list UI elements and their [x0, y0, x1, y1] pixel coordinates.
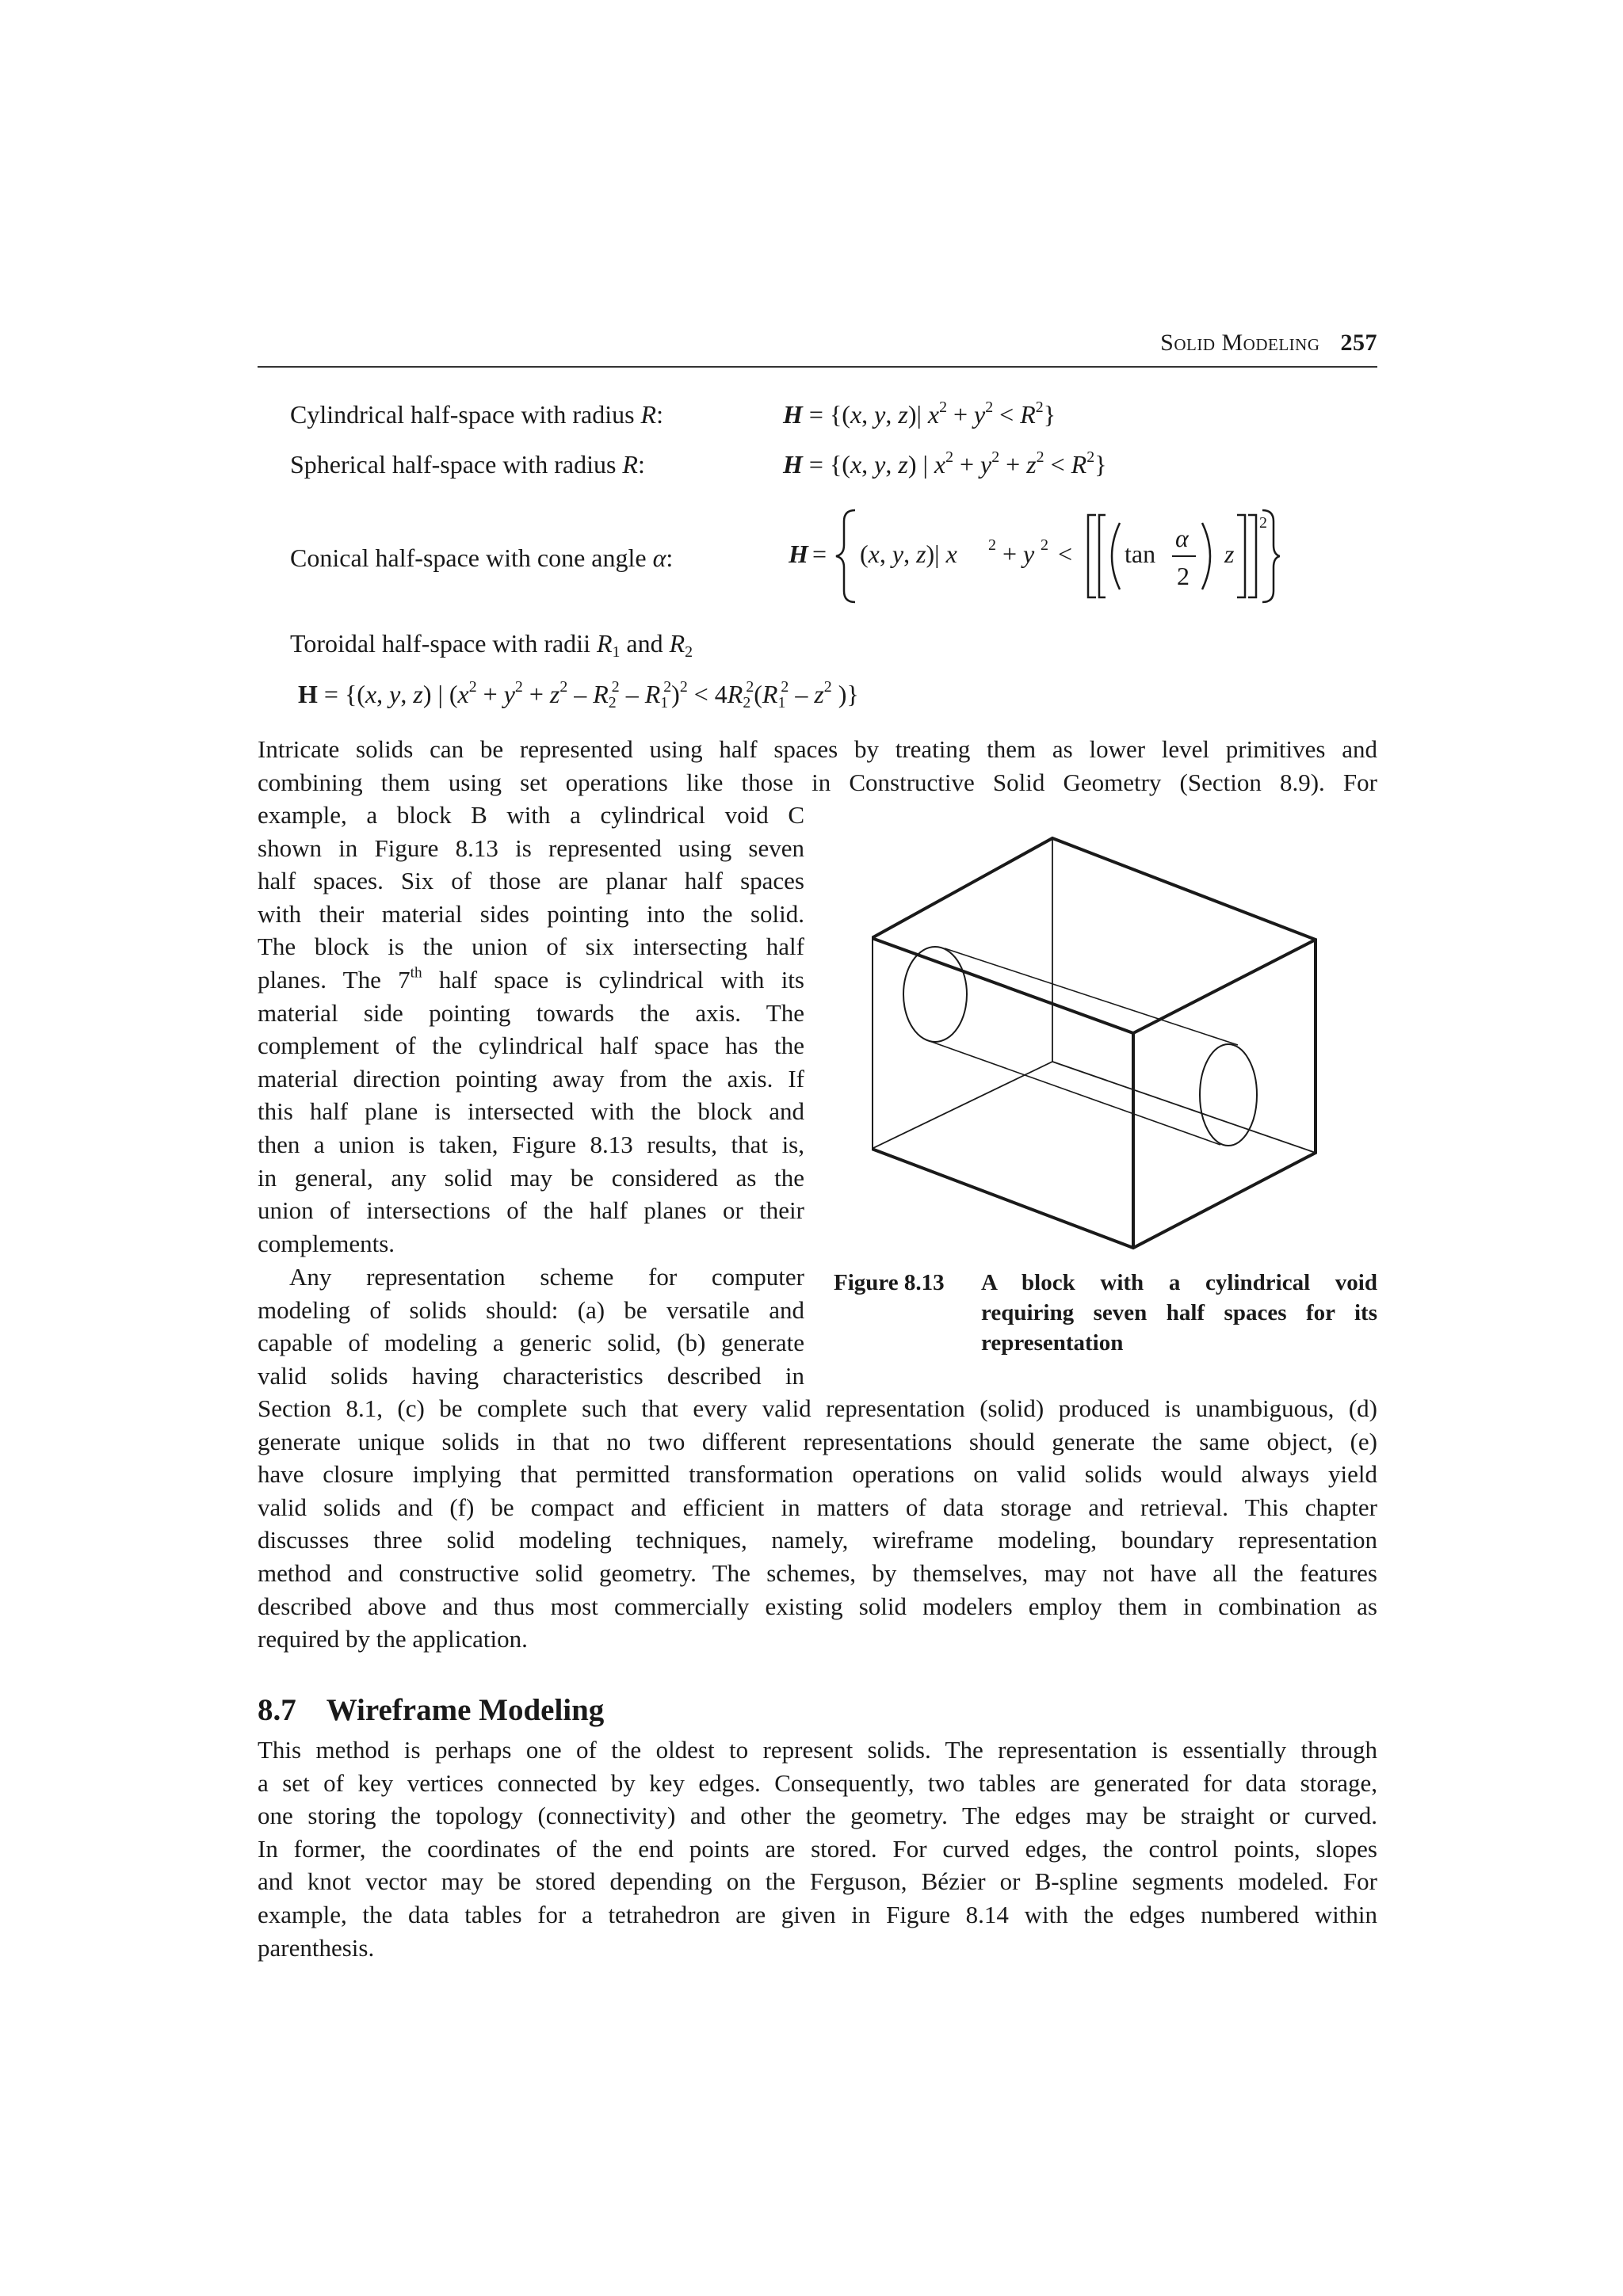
paragraph-2-narrow	[258, 1261, 804, 1392]
text-segment: planes. The 7	[258, 965, 411, 994]
text-segment: half space is cylindrical with its	[422, 965, 804, 994]
text-line: combining them using set operations like those in Constructive Solid Geometry (Section 8.9). For	[258, 768, 1377, 796]
text-line: Section 8.1, (c) be complete such that every valid representation (solid) produced is unambiguous, (d)	[258, 1394, 1377, 1422]
text-line: union of intersections of the half planes or their	[258, 1196, 804, 1225]
section-title: Wireframe Modeling	[326, 1693, 605, 1727]
text-line: valid solids having characteristics described in	[258, 1361, 804, 1390]
header-rule	[258, 366, 1377, 368]
conical-label: Conical half-space with cone angle α:	[290, 543, 674, 572]
text-line: then a union is taken, Figure 8.13 results, that is,	[258, 1130, 804, 1158]
conical-equation	[789, 504, 1280, 607]
figure-block-cylindrical-void	[872, 824, 1331, 1252]
text-line-with-superscript	[258, 963, 804, 997]
text-line: parenthesis.	[258, 1933, 375, 1962]
figure-number: Figure 8.13	[834, 1270, 945, 1295]
text-line	[258, 1261, 804, 1294]
paragraph-1-narrow	[258, 799, 804, 1260]
figure-caption-text	[981, 1268, 1377, 1358]
cylinder-front-end	[1200, 1044, 1257, 1146]
svg-text:(x, y, z)| x: (x, y, z)| x	[860, 540, 957, 568]
toroidal-label: Toroidal half-space with radii $R_1$ and $R_2$	[290, 629, 693, 661]
spherical-label: Spherical half-space with radius R:	[290, 450, 645, 479]
page-number: 257	[1340, 330, 1377, 356]
caption-line: A block with a cylindrical void	[981, 1270, 1377, 1295]
text-line: example, a block B with a cylindrical void C	[258, 801, 804, 829]
text-line: one storing the topology (connectivity) and other the geometry. The edges may be straight or curved.	[258, 1802, 1377, 1830]
paragraph-2-full	[258, 1392, 1377, 1656]
text-line: have closure implying that permitted transformation operations on valid solids would always yield	[258, 1460, 1377, 1489]
text-line: in general, any solid may be considered as the	[258, 1163, 804, 1192]
text-line: generate unique solids in that no two different representations should generate the same object, (e)	[258, 1427, 1377, 1455]
svg-text:H: H	[789, 540, 808, 568]
svg-text:<: <	[1058, 540, 1073, 568]
text-line: In former, the coordinates of the end points are stored. For curved edges, the control points, slopes	[258, 1834, 1377, 1863]
text-line: required by the application.	[258, 1625, 528, 1653]
caption-line: requiring seven half spaces for its	[981, 1300, 1377, 1325]
svg-text:=: =	[812, 540, 827, 568]
text-line: This method is perhaps one of the oldest to represent solids. The representation is essentially through	[258, 1736, 1377, 1764]
cylindrical-label: Cylindrical half-space with radius R:	[290, 400, 663, 429]
text-line: described above and thus most commercially existing solid modelers employ them in combination as	[258, 1592, 1377, 1620]
alpha-symbol: α	[1175, 524, 1189, 552]
text-line: example, the data tables for a tetrahedron are given in Figure 8.14 with the edges numbered within	[258, 1900, 1377, 1928]
text-line: this half plane is intersected with the block and	[258, 1097, 804, 1126]
cylinder-bottom-edge	[927, 1040, 1220, 1145]
text-line: a set of key vertices connected by key edges. Consequently, two tables are generated for data storage,	[258, 1768, 1377, 1797]
cylindrical-equation: H = {(x, y, z)| $x^2 + y^2 < R^2$}	[783, 399, 1056, 429]
text-line: complement of the cylindrical half space has the	[258, 1032, 804, 1060]
ordinal-superscript: th	[410, 964, 422, 982]
caption-line: representation	[981, 1330, 1124, 1356]
text-line: capable of modeling a generic solid, (b) generate	[258, 1329, 804, 1357]
denominator-two: 2	[1177, 562, 1190, 590]
paragraph-1-full	[258, 733, 1377, 799]
block-front-vertical-edges	[872, 938, 1133, 1248]
section-number: 8.7	[258, 1693, 296, 1727]
svg-text:2: 2	[988, 536, 996, 554]
text-line: Intricate solids can be represented using half spaces by treating them as lower level primitives and	[258, 735, 1377, 763]
text-line: material direction pointing away from the axis. If	[258, 1064, 804, 1093]
toroidal-equation: H = {(x, y, z) | $(x^2 + y^2 + z^2 - R_2^2 - R_1^2)^2 < 4R_2^2(R_1^2 - z^2$ )}	[298, 678, 859, 711]
svg-text:z: z	[1224, 540, 1235, 568]
spherical-equation: H = {(x, y, z) | $x^2 + y^2 + z^2 < R^2$}	[783, 448, 1107, 479]
running-head	[1160, 330, 1377, 357]
text-line: The block is the union of six intersecting half	[258, 933, 804, 961]
svg-text:2: 2	[1041, 536, 1048, 554]
text-segment: Any representation scheme for computer	[289, 1263, 804, 1291]
section-heading	[258, 1692, 604, 1728]
text-line: material side pointing towards the axis. The	[258, 998, 804, 1027]
text-line: method and constructive solid geometry. The schemes, by themselves, may not have all the features	[258, 1558, 1377, 1587]
block-outer-edges	[872, 838, 1316, 1248]
text-line: with their material sides pointing into the solid.	[258, 899, 804, 928]
paragraph-3	[258, 1733, 1377, 1964]
text-line: complements.	[258, 1229, 395, 1257]
text-line: half spaces. Six of those are planar half spaces	[258, 867, 804, 895]
running-head-title: Solid Modeling	[1160, 330, 1320, 356]
svg-text:2: 2	[1259, 514, 1267, 532]
text-line: modeling of solids should: (a) be versatile and	[258, 1295, 804, 1324]
svg-text:+ y: + y	[1002, 540, 1035, 568]
text-line: discusses three solid modeling techniques, namely, wireframe modeling, boundary representation	[258, 1526, 1377, 1554]
cylinder-top-edge	[945, 948, 1238, 1045]
text-line: and knot vector may be stored depending on the Ferguson, Bézier or B-spline segments modeled. For	[258, 1867, 1377, 1896]
tan-text: tan	[1125, 540, 1156, 568]
hidden-edge-right	[1052, 1062, 1316, 1153]
text-line: shown in Figure 8.13 is represented using seven	[258, 833, 804, 862]
text-line: valid solids and (f) be compact and efficient in matters of data storage and retrieval. This chapter	[258, 1493, 1377, 1521]
